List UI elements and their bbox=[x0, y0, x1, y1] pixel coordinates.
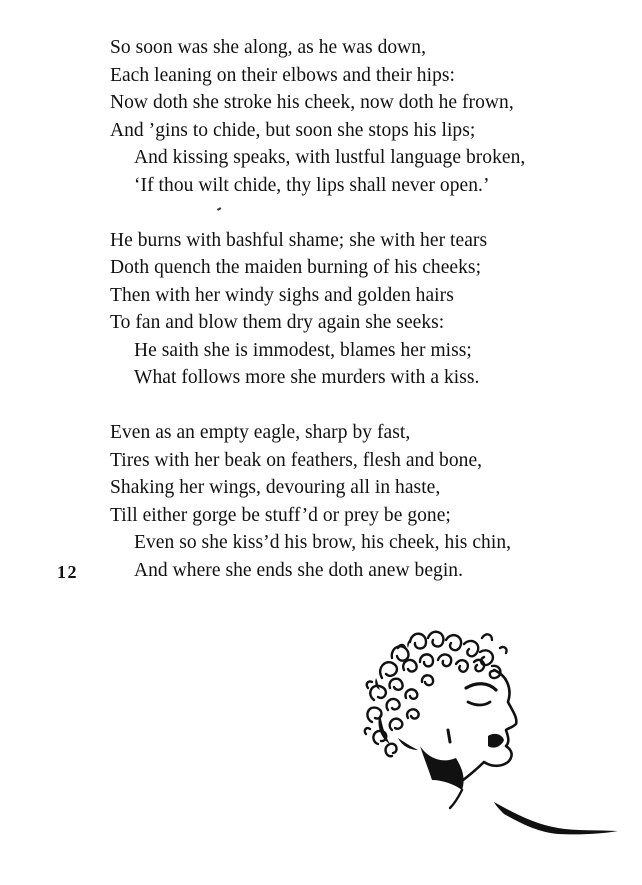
verse-line: Now doth she stroke his cheek, now doth he frown, bbox=[110, 92, 514, 113]
verse-line: To fan and blow them dry again she seeks: bbox=[110, 312, 445, 333]
curly-haired-head-illustration bbox=[362, 618, 624, 840]
verse-line: Tires with her beak on feathers, flesh and bone, bbox=[110, 449, 483, 471]
stanza-3 bbox=[110, 419, 610, 584]
verse-line: Each leaning on their elbows and their hips: bbox=[110, 64, 455, 86]
couplet-line: And where she ends she doth anew begin. bbox=[134, 559, 464, 581]
couplet-line: And kissing speaks, with lustful language broken, bbox=[134, 147, 526, 168]
stanza-2 bbox=[110, 227, 610, 392]
verse-line: Even as an empty eagle, sharp by fast, bbox=[110, 422, 411, 443]
poem-text bbox=[110, 34, 610, 584]
couplet-line: ‘If thou wilt chide, thy lips shall never open.’ bbox=[134, 174, 490, 196]
page-number: 12 bbox=[57, 562, 78, 582]
couplet-line: Even so she kiss’d his brow, his cheek, his chin, bbox=[134, 532, 512, 553]
couplet-line: What follows more she murders with a kiss. bbox=[134, 367, 480, 388]
verse-line: Doth quench the maiden burning of his cheeks; bbox=[110, 257, 482, 278]
verse-line: And ’gins to chide, but soon she stops his lips; bbox=[110, 119, 476, 141]
verse-line: Shaking her wings, devouring all in haste, bbox=[110, 477, 441, 498]
verse-line: Then with her windy sighs and golden hairs bbox=[110, 284, 454, 306]
verse-line: Till either gorge be stuff’d or prey be gone; bbox=[110, 504, 451, 526]
verse-line: He burns with bashful shame; she with her tears bbox=[110, 229, 488, 251]
verse-line: So soon was she along, as he was down, bbox=[110, 37, 427, 58]
couplet-line: He saith she is immodest, blames her miss; bbox=[134, 339, 472, 361]
stanza-1 bbox=[110, 34, 610, 199]
